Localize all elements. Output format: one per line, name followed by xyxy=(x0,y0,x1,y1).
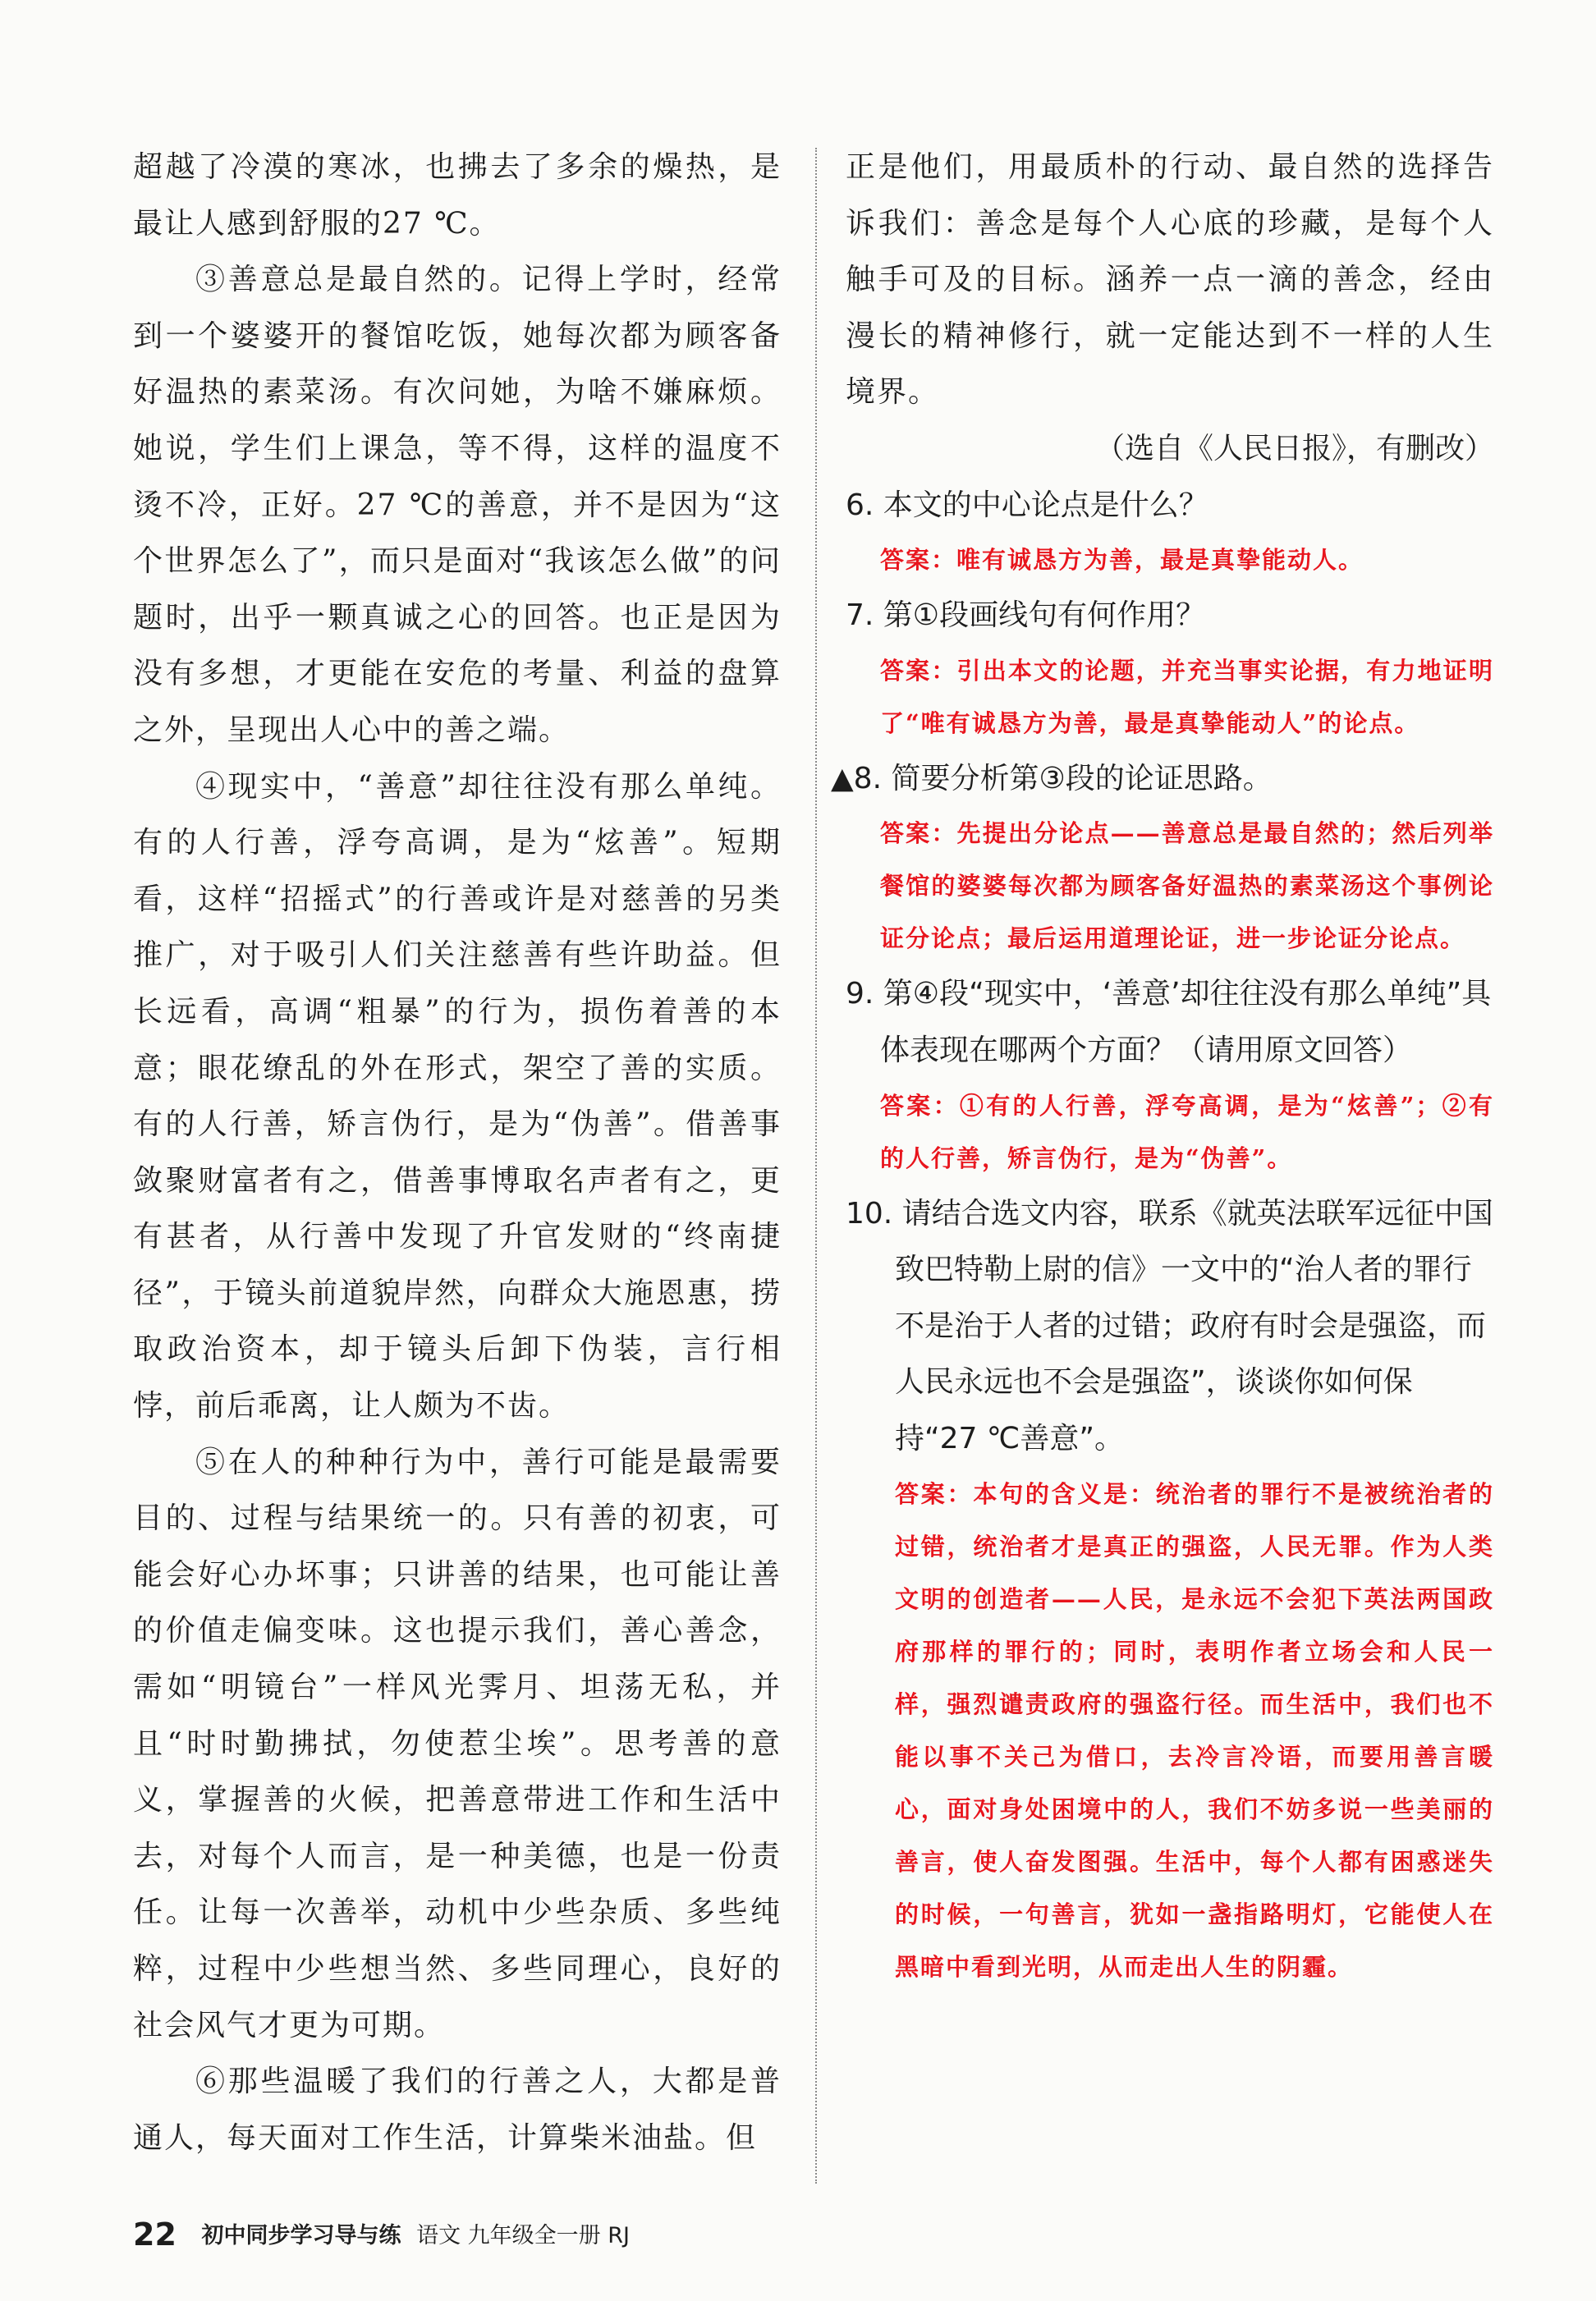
paragraph-continued: 超越了冷漠的寒冰，也拂去了多余的燥热，是最让人感到舒服的27 ℃。 xyxy=(133,150,782,241)
question-9: 9. 第④段“现实中，‘善意’却往往没有那么单纯”具体表现在哪两个方面？（请用原文回答） xyxy=(846,977,1492,1067)
source-citation: （选自《人民日报》，有删改） xyxy=(1094,431,1494,465)
page-footer xyxy=(133,2216,630,2253)
paragraph-4: ④现实中，“善意”却往往没有那么单纯。有的人行善，浮夸高调，是为“炫善”。短期看，这样“招摇式”的行善或许是对慈善的另类推广，对于吸引人们关注慈善有些许助益。但长远看，高调“粗暴”的行为，损伤着善的本意；眼花缭乱的外在形式，架空了善的实质。有的人行善，矫言伪行，是为“伪善”。借善事敛聚财富者有之，借善事博取名声者有之，更有甚者，从行善中发现了升官发财的“终南捷径”，于镜头前道貌岸然，向群众大施恩惠，捞取政治资本，却于镜头后卸下伪装，言行相悖，前后乖离，让人颇为不齿。 xyxy=(133,769,782,1423)
paragraph-6-continued: 正是他们，用最质朴的行动、最自然的选择告诉我们：善念是每个人心底的珍藏，是每个人触手可及的目标。涵养一点一滴的善念，经由漫长的精神修行，就一定能达到不一样的人生境界。 xyxy=(846,150,1494,410)
answer-8-text: 先提出分论点——善意总是最自然的；然后列举餐馆的婆婆每次都为顾客备好温热的素菜汤这个事例论证分论点；最后运用道理论证，进一步论证分论点。 xyxy=(880,819,1494,953)
answer-label: 答案： xyxy=(895,1479,974,1508)
answer-label: 答案： xyxy=(880,1091,960,1120)
answer-7 xyxy=(880,644,1494,749)
answer-label: 答案： xyxy=(880,656,957,685)
book-subject: 语文 九年级全一册 RJ xyxy=(416,2223,630,2248)
answer-6 xyxy=(880,534,1494,586)
question-8: ▲8. 简要分析第③段的论证思路。 xyxy=(831,761,1273,795)
answer-9 xyxy=(880,1079,1494,1185)
right-column xyxy=(831,140,1494,1995)
question-6: 6. 本文的中心论点是什么？ xyxy=(846,488,1208,522)
answer-10 xyxy=(895,1468,1494,1993)
book-title: 初中同步学习导与练 xyxy=(201,2223,401,2248)
paragraph-5: ⑤在人的种种行为中，善行可能是最需要目的、过程与结果统一的。只有善的初衷，可能会好心办坏事；只讲善的结果，也可能让善的价值走偏变味。这也提示我们，善心善念，需如“明镜台”一样风光霁月、坦荡无私，并且“时时勤拂拭，勿使惹尘埃”。思考善的意义，掌握善的火候，把善意带进工作和生活中去，对每个人而言，是一种美德，也是一份责任。让每一次善举，动机中少些杂质、多些纯粹，过程中少些想当然、多些同理心，良好的社会风气才更为可期。 xyxy=(133,1445,782,2042)
question-7: 7. 第①段画线句有何作用？ xyxy=(846,598,1206,633)
answer-8 xyxy=(880,807,1494,965)
answer-9-text: ①有的人行善，浮夸高调，是为“炫善”；②有的人行善，矫言伪行，是为“伪善”。 xyxy=(880,1091,1494,1172)
page-number: 22 xyxy=(133,2216,177,2253)
answer-label: 答案： xyxy=(880,819,957,848)
left-column xyxy=(133,140,782,2166)
paragraph-3: ③善意总是最自然的。记得上学时，经常到一个婆婆开的餐馆吃饭，她每次都为顾客备好温热的素菜汤。有次问她，为啥不嫌麻烦。她说，学生们上课急，等不得，这样的温度不烫不冷，正好。27 ℃的善意，并不是因为“这个世界怎么了”，而只是面对“我该怎么做”的问题时，出乎一颗真诚之心的回答。也正是因为没有多想，才更能在安危的考量、利益的盘算之外，呈现出人心中的善之端。 xyxy=(133,263,782,747)
answer-10-text: 本句的含义是：统治者的罪行不是被统治者的过错，统治者才是真正的强盗，人民无罪。作为人类文明的创造者——人民，是永远不会犯下英法两国政府那样的罪行的；同时，表明作者立场会和人民一样，强烈谴责政府的强盗行径。而生活中，我们也不能以事不关己为借口，去冷言冷语，而要用善言暖心，面对身处困境中的人，我们不妨多说一些美丽的善言，使人奋发图强。生活中，每个人都有困惑迷失的时候，一句善言，犹如一盏指路明灯，它能使人在黑暗中看到光明，从而走出人生的阴霾。 xyxy=(895,1479,1494,1981)
answer-label: 答案： xyxy=(880,546,957,575)
question-10: 10. 请结合选文内容，联系《就英法联军远征中国致巴特勒上尉的信》一文中的“治人者的罪行不是治于人者的过错；政府有时会是强盗，而人民永远也不会是强盗”，谈谈你如何保持“27 ℃善意”。 xyxy=(846,1196,1493,1455)
answer-6-text: 唯有诚恳方为善，最是真挚能动人。 xyxy=(956,546,1364,575)
column-divider xyxy=(815,148,817,2184)
answer-7-text: 引出本文的论题，并充当事实论据，有力地证明了“唯有诚恳方为善，最是真挚能动人”的论点。 xyxy=(880,656,1494,737)
paragraph-6: ⑥那些温暖了我们的行善之人，大都是普通人，每天面对工作生活，计算柴米油盐。但 xyxy=(133,2065,782,2155)
